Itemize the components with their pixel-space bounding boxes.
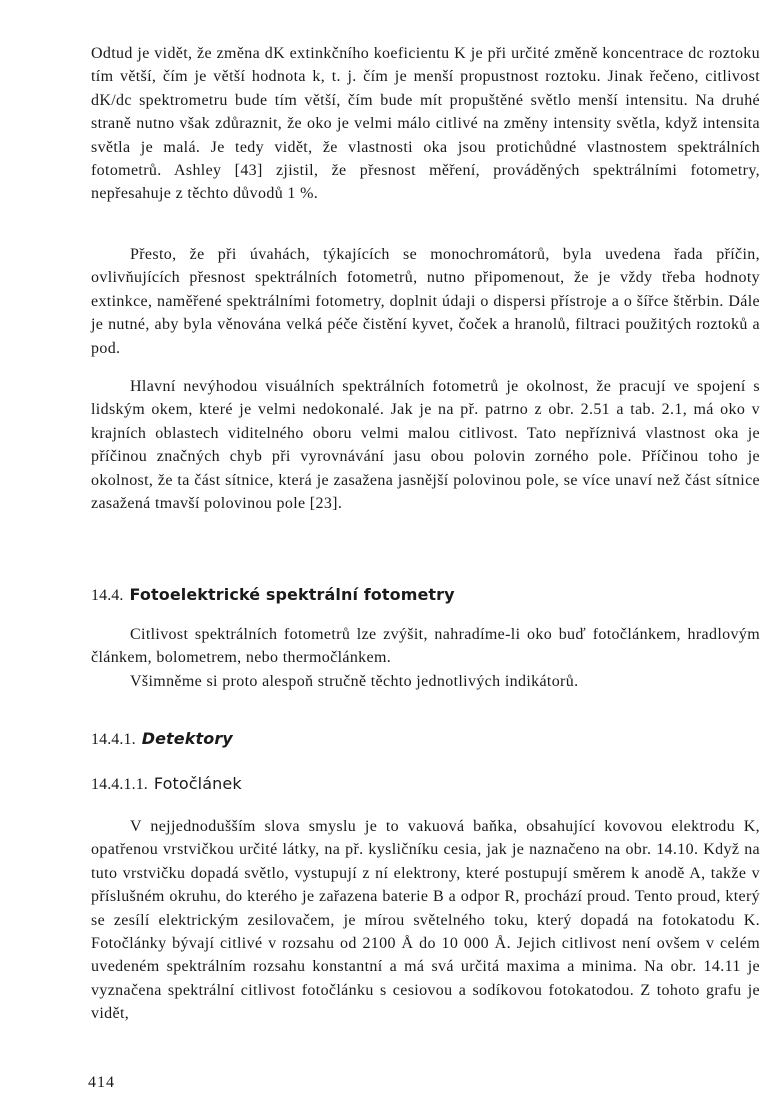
- subsubsection-title: Fotočlánek: [153, 774, 242, 793]
- text-block-photocell: [91, 815, 760, 1026]
- paragraph-photocell: V nejjednodušším slova smyslu je to vakuová baňka, obsahující kovovou elektrodu K, opatřenou vrstvičkou určité látky, na př. kysličníku cesia, jak je naznačeno na obr. 14.10. Když na tuto vrstvičku dopadá světlo, vystupují z ní elektrony, které postupují směrem k anodě A, takže v příslušném okruhu, do kterého je zařazena baterie B a odpor R, prochází proud. Tento proud, který se zesílí elektrickým zesilovačem, je mírou světelného toku, který dopadá na fotokatodu K. Fotočlánky bývají citlivé v rozsahu od 2100 Å do 10 000 Å. Jejich citlivost není ovšem v celém uvedeném spektrálním rozsahu konstantní a má svá určitá maxima a minima. Na obr. 14.11 je vyznačena spektrální citlivost fotočlánku s cesiovou a sodíkovou fotokatodou. Z tohoto grafu je vidět,: [91, 818, 760, 1023]
- paragraph-visual-disadvantage: Hlavní nevýhodou visuálních spektrálních fotometrů je okolnost, že pracují ve spojení s lidským okem, které je velmi nedokonalé. Jak je na př. patrno z obr. 2.51 a tab. 2.1, má oko v krajních oblastech viditelného oboru velmi malou citlivost. Tato nepříznivá vlastnost oka je příčinou značných chyb při vyrovnávání jasu obou polovin zorného pole. Příčinou toho je okolnost, že ta část sítnice, která je zasažena jasnější polovinou pole, se více unaví než část sítnice zasažená tmavší polovinou pole [23].: [91, 378, 760, 513]
- subsection-number: 14.4.1.: [91, 731, 136, 748]
- text-block-disadvantage: [91, 375, 760, 515]
- subsubsection-heading-photocell: [91, 774, 242, 794]
- section-number: 14.4.: [91, 587, 124, 604]
- subsubsection-number: 14.4.1.1.: [91, 776, 148, 793]
- paragraph-eye-sensitivity: Odtud je vidět, že změna dK extinkčního koeficientu K je při určité změně koncentrace dc roztoku tím větší, čím je větší hodnota k, t. j. čím je menší propustnost roztoku. Jinak řečeno, citlivost dK/dc spektrometru bude tím větší, čím bude mít propuštěné světlo menší intensitu. Na druhé straně nutno však zdůraznit, že oko je velmi málo citlivé na změny intensity světla, když intensita světla je malá. Je tedy vidět, že vlastnosti oka jsou protichůdné vlastnostem spektrálních fotometrů. Ashley [43] zjistil, že přesnost měření, prováděných spektrálními fotometry, nepřesahuje z těchto důvodů 1 %.: [91, 45, 760, 203]
- section-heading-photoelectric: [91, 585, 455, 605]
- paragraph-indicators: Všimněme si proto alespoň stručně těchto jednotlivých indikátorů.: [130, 672, 579, 690]
- paragraph-sensitivity: Citlivost spektrálních fotometrů lze zvýšit, nahradíme-li oko buď fotočlánkem, hradlovým článkem, bolometrem, nebo thermočlánkem.: [91, 626, 760, 667]
- text-block-intro: [91, 42, 760, 206]
- page-number: 414: [88, 1074, 115, 1091]
- section-title: Fotoelektrické spektrální fotometry: [129, 585, 455, 604]
- paragraph-accuracy: Přesto, že při úvahách, týkajících se monochromátorů, byla uvedena řada příčin, ovlivňujících přesnost spektrálních fotometrů, nutno připomenout, že je vždy třeba hodnoty extinkce, naměřené spektrálními fotometry, doplnit údaji o dispersi přístroje a o šířce štěrbin. Dále je nutné, aby byla věnována velká péče čistění kyvet, čoček a hranolů, filtraci použitých roztoků a pod.: [91, 246, 760, 357]
- text-block-accuracy: [91, 243, 760, 360]
- text-block-sensitivity: [91, 623, 760, 693]
- subsection-title: Detektory: [141, 729, 233, 748]
- subsection-heading-detectors: [91, 729, 233, 749]
